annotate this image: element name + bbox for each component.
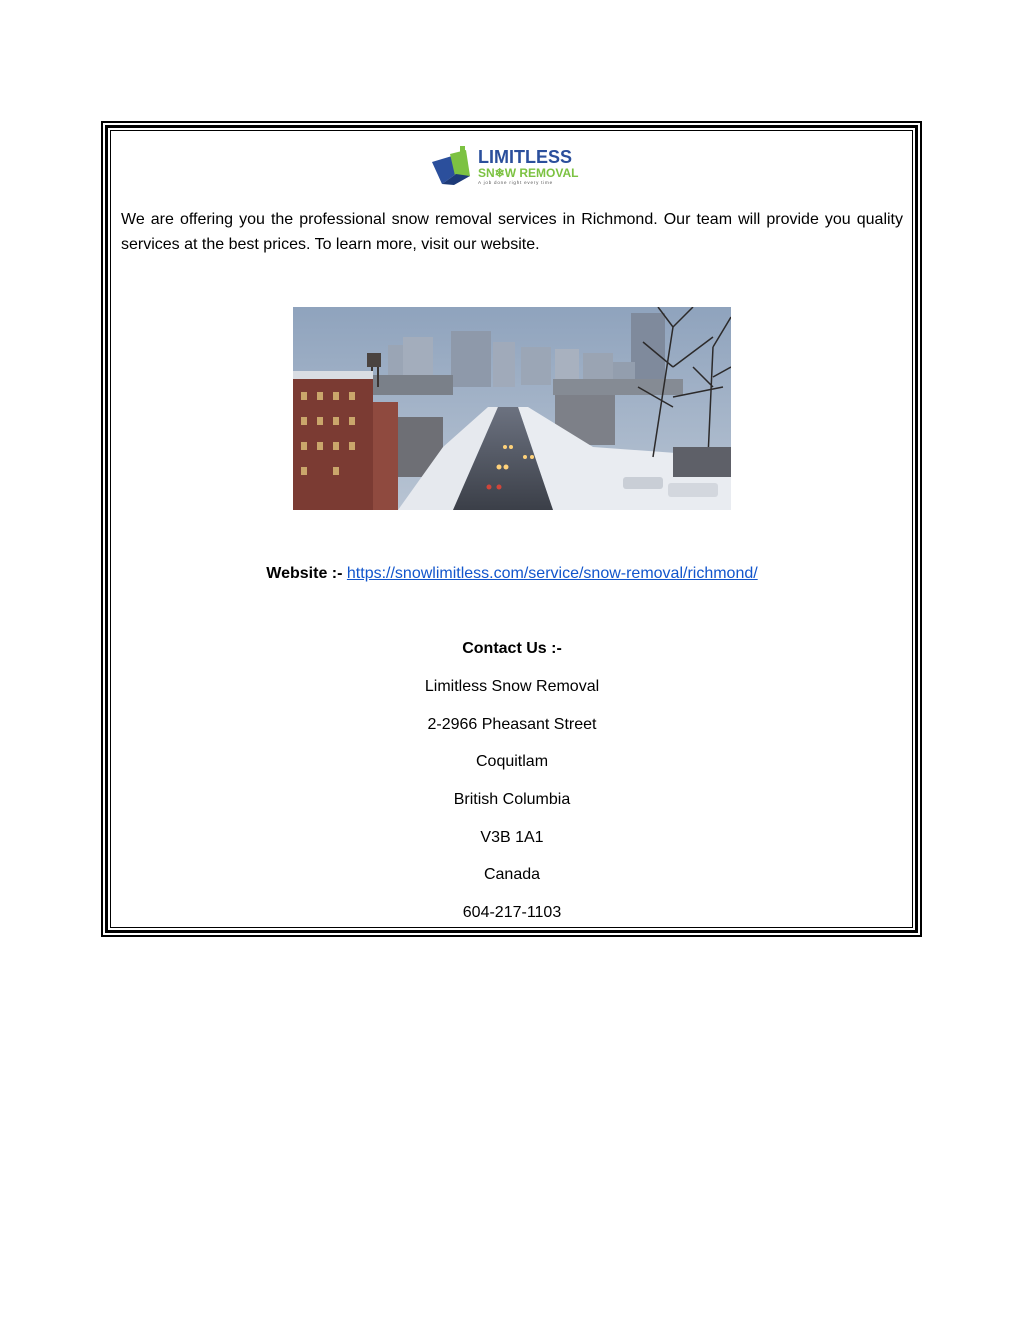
contact-postal-code: V3B 1A1 (480, 829, 544, 846)
contact-city: Coquitlam (475, 753, 549, 770)
logo-brand-bottom: SN❄W REMOVAL (478, 166, 579, 180)
contact-heading: Contact Us :- (462, 640, 562, 657)
website-link[interactable]: https://snowlimitless.com/service/snow-removal/richmond/ (346, 565, 758, 582)
logo-tagline: A job done right every time (478, 180, 553, 185)
snowy-city-street-photo (293, 307, 731, 510)
contact-street: 2-2966 Pheasant Street (427, 716, 597, 733)
contact-phone: 604-217-1103 (462, 904, 562, 921)
contact-province: British Columbia (453, 791, 571, 808)
logo-brand-top: LIMITLESS (478, 147, 572, 167)
contact-company: Limitless Snow Removal (424, 678, 600, 695)
intro-paragraph: We are offering you the professional snow removal services in Richmond. Our team will provide you quality services at the best prices. To learn more, visit our website. (121, 211, 903, 253)
contact-country: Canada (483, 866, 541, 883)
website-line (0, 563, 1024, 585)
limitless-snow-removal-logo (430, 144, 595, 186)
website-label: Website :- (266, 565, 343, 582)
